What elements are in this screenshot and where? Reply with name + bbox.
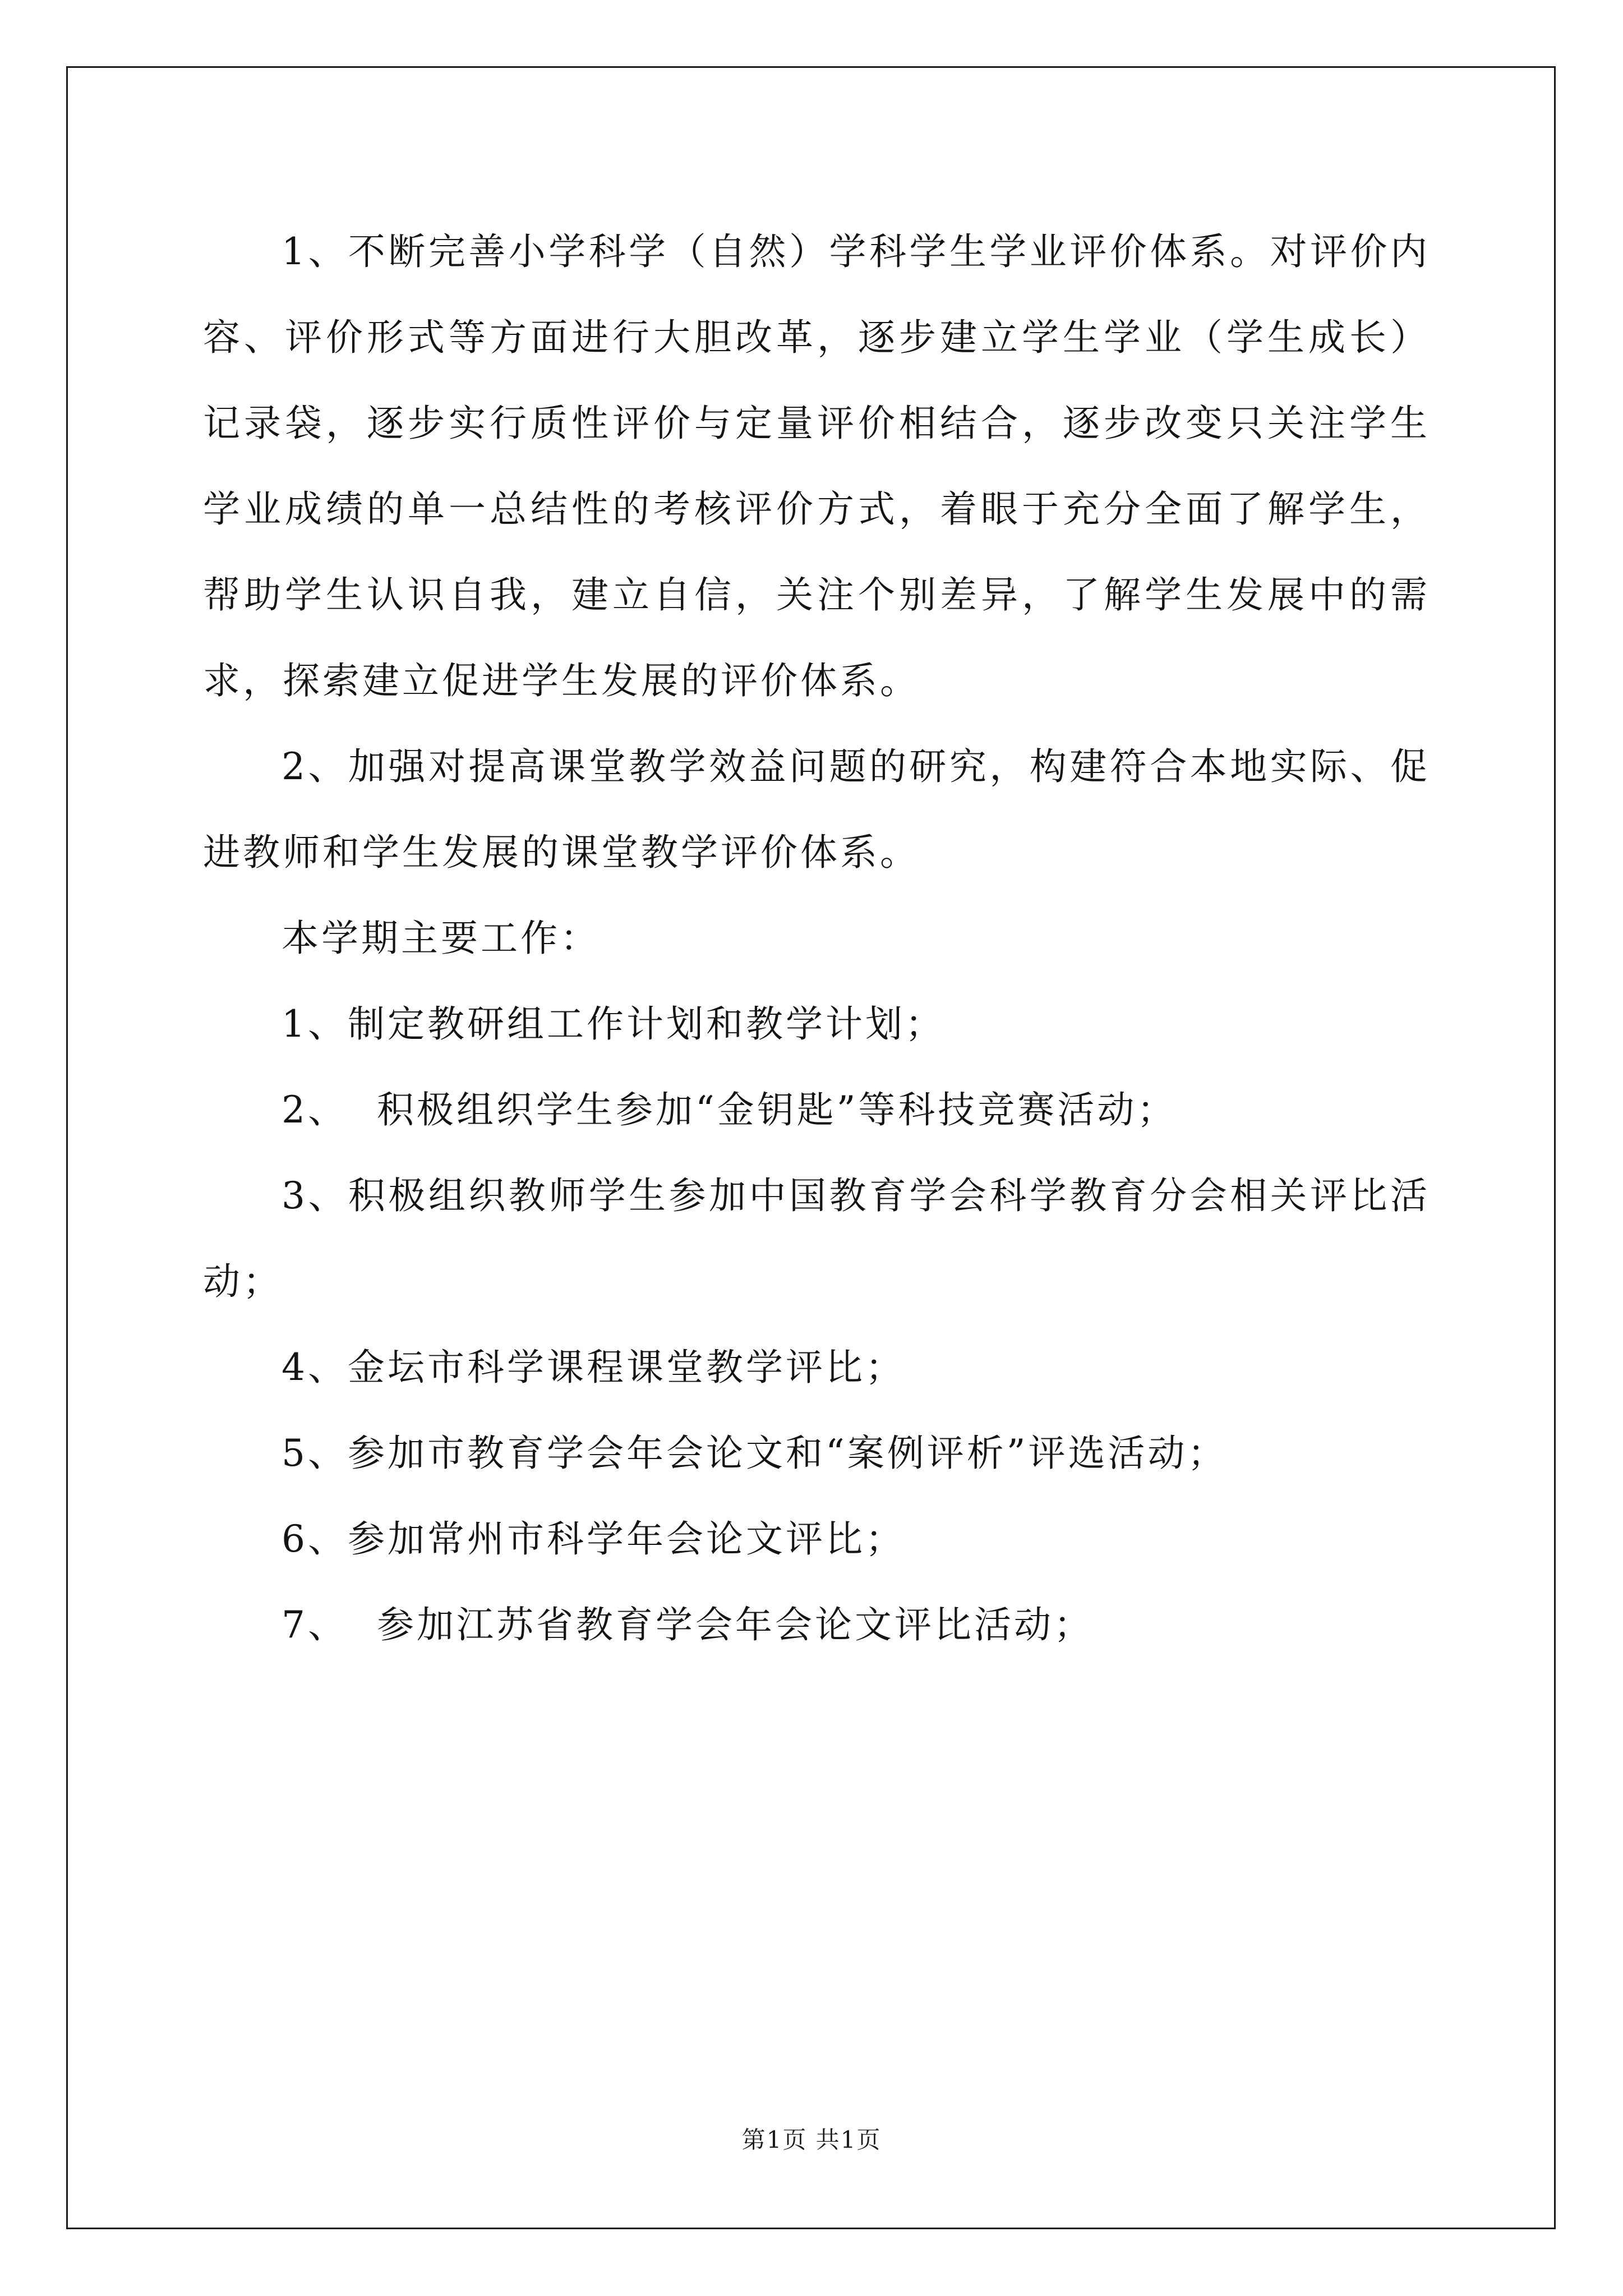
section-heading-main-work: 本学期主要工作： xyxy=(282,917,600,960)
work-item-3: 3、积极组织教师学生参加中国教育学会科学教育分会相关评比活动； xyxy=(203,1174,1430,1303)
paragraph-classroom-research: 2、加强对提高课堂教学效益问题的研究，构建符合本地实际、促进教师和学生发展的课堂教学评价体系。 xyxy=(203,745,1430,874)
work-item-7: 7、 参加江苏省教育学会年会论文评比活动； xyxy=(282,1603,1094,1646)
document-body xyxy=(203,209,1430,1668)
work-item-6: 6、参加常州市科学年会论文评比； xyxy=(282,1517,905,1561)
paragraph-evaluation-system: 1、不断完善小学科学（自然）学科学生学业评价体系。对评价内容、评价形式等方面进行大胆改革，逐步建立学生学业（学生成长）记录袋，逐步实行质性评价与定量评价相结合，逐步改变只关注学生学业成绩的单一总结性的考核评价方式，着眼于充分全面了解学生，帮助学生认识自我，建立自信，关注个别差异，了解学生发展中的需求，探索建立促进学生发展的评价体系。 xyxy=(203,230,1430,702)
work-item-5: 5、参加市教育学会年会论文和“案例评析”评选活动； xyxy=(282,1432,1228,1475)
page-number-footer: 第1页 共1页 xyxy=(741,2126,882,2154)
work-item-4: 4、金坛市科学课程课堂教学评比； xyxy=(282,1346,905,1389)
work-item-2: 2、 积极组织学生参加“金钥匙”等科技竞赛活动； xyxy=(282,1088,1177,1131)
work-item-1: 1、制定教研组工作计划和教学计划； xyxy=(282,1002,945,1046)
